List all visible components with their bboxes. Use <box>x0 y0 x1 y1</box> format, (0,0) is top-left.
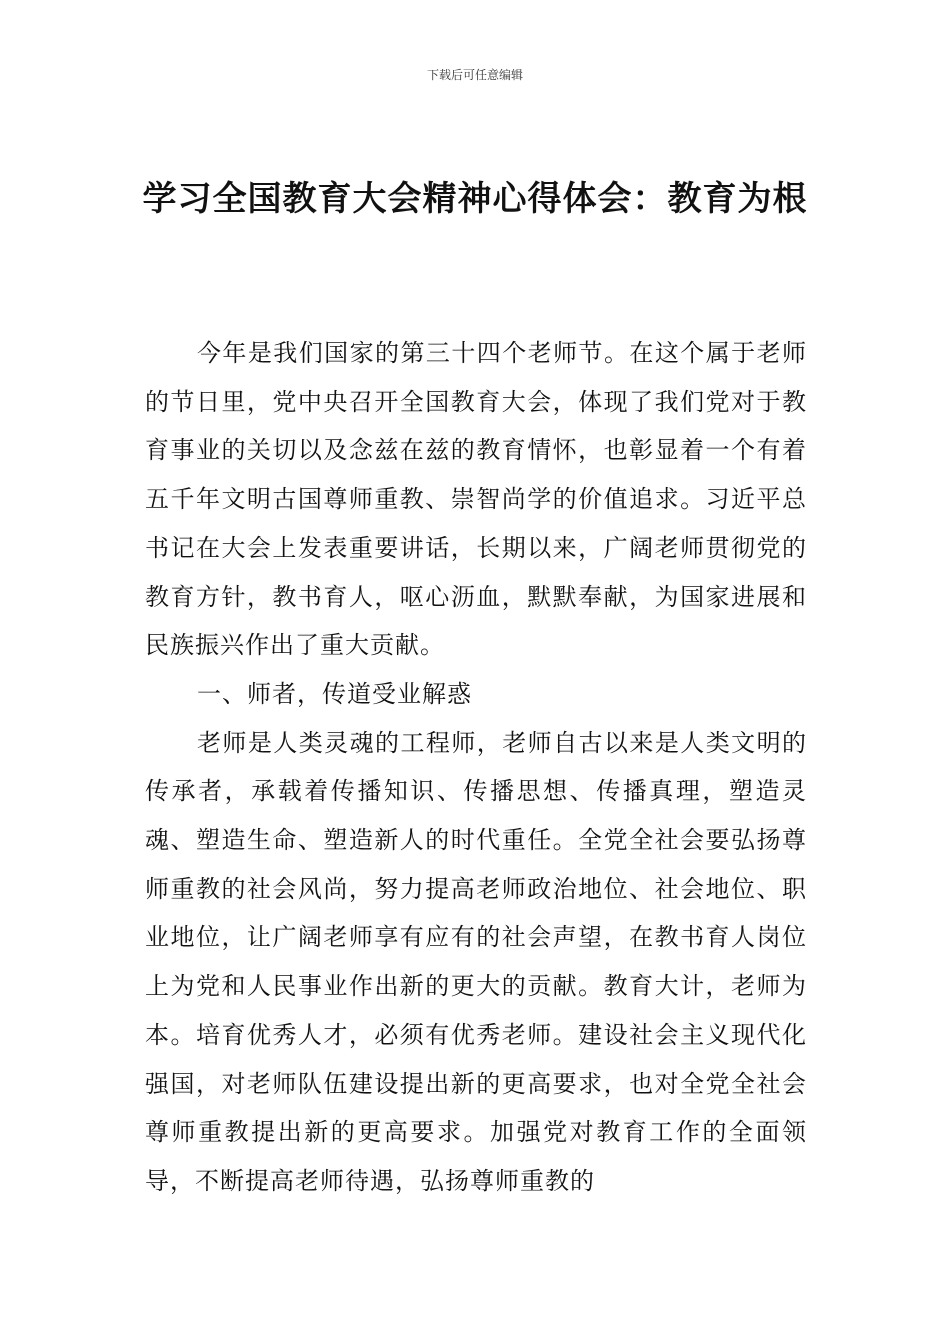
document-body <box>145 329 807 1206</box>
section-heading-1: 一、师者，传道受业解惑 <box>197 679 472 708</box>
document-title: 学习全国教育大会精神心得体会：教育为根 <box>142 179 808 219</box>
page-header-note: 下载后可任意编辑 <box>426 68 523 82</box>
paragraph-intro: 今年是我们国家的第三十四个老师节。在这个属于老师的节日里，党中央召开全国教育大会，体现了我们党对于教育事业的关切以及念兹在兹的教育情怀，也彰显着一个有着五千年文明古国尊师重教、崇智尚学的价值追求。习近平总书记在大会上发表重要讲话，长期以来，广阔老师贯彻党的教育方针，教书育人，呕心沥血，默默奉献，为国家进展和民族振兴作出了重大贡献。 <box>145 339 807 660</box>
paragraph-section-1: 老师是人类灵魂的工程师，老师自古以来是人类文明的传承者，承载着传播知识、传播思想、传播真理，塑造灵魂、塑造生命、塑造新人的时代重任。全党全社会要弘扬尊师重教的社会风尚，努力提高老师政治地位、社会地位、职业地位，让广阔老师享有应有的社会声望，在教书育人岗位上为党和人民事业作出新的更大的贡献。教育大计，老师为本。培育优秀人才，必须有优秀老师。建设社会主义现代化强国，对老师队伍建设提出新的更高要求，也对全党全社会尊师重教提出新的更高要求。加强党对教育工作的全面领导，不断提高老师待遇，弘扬尊师重教的 <box>145 728 807 1195</box>
